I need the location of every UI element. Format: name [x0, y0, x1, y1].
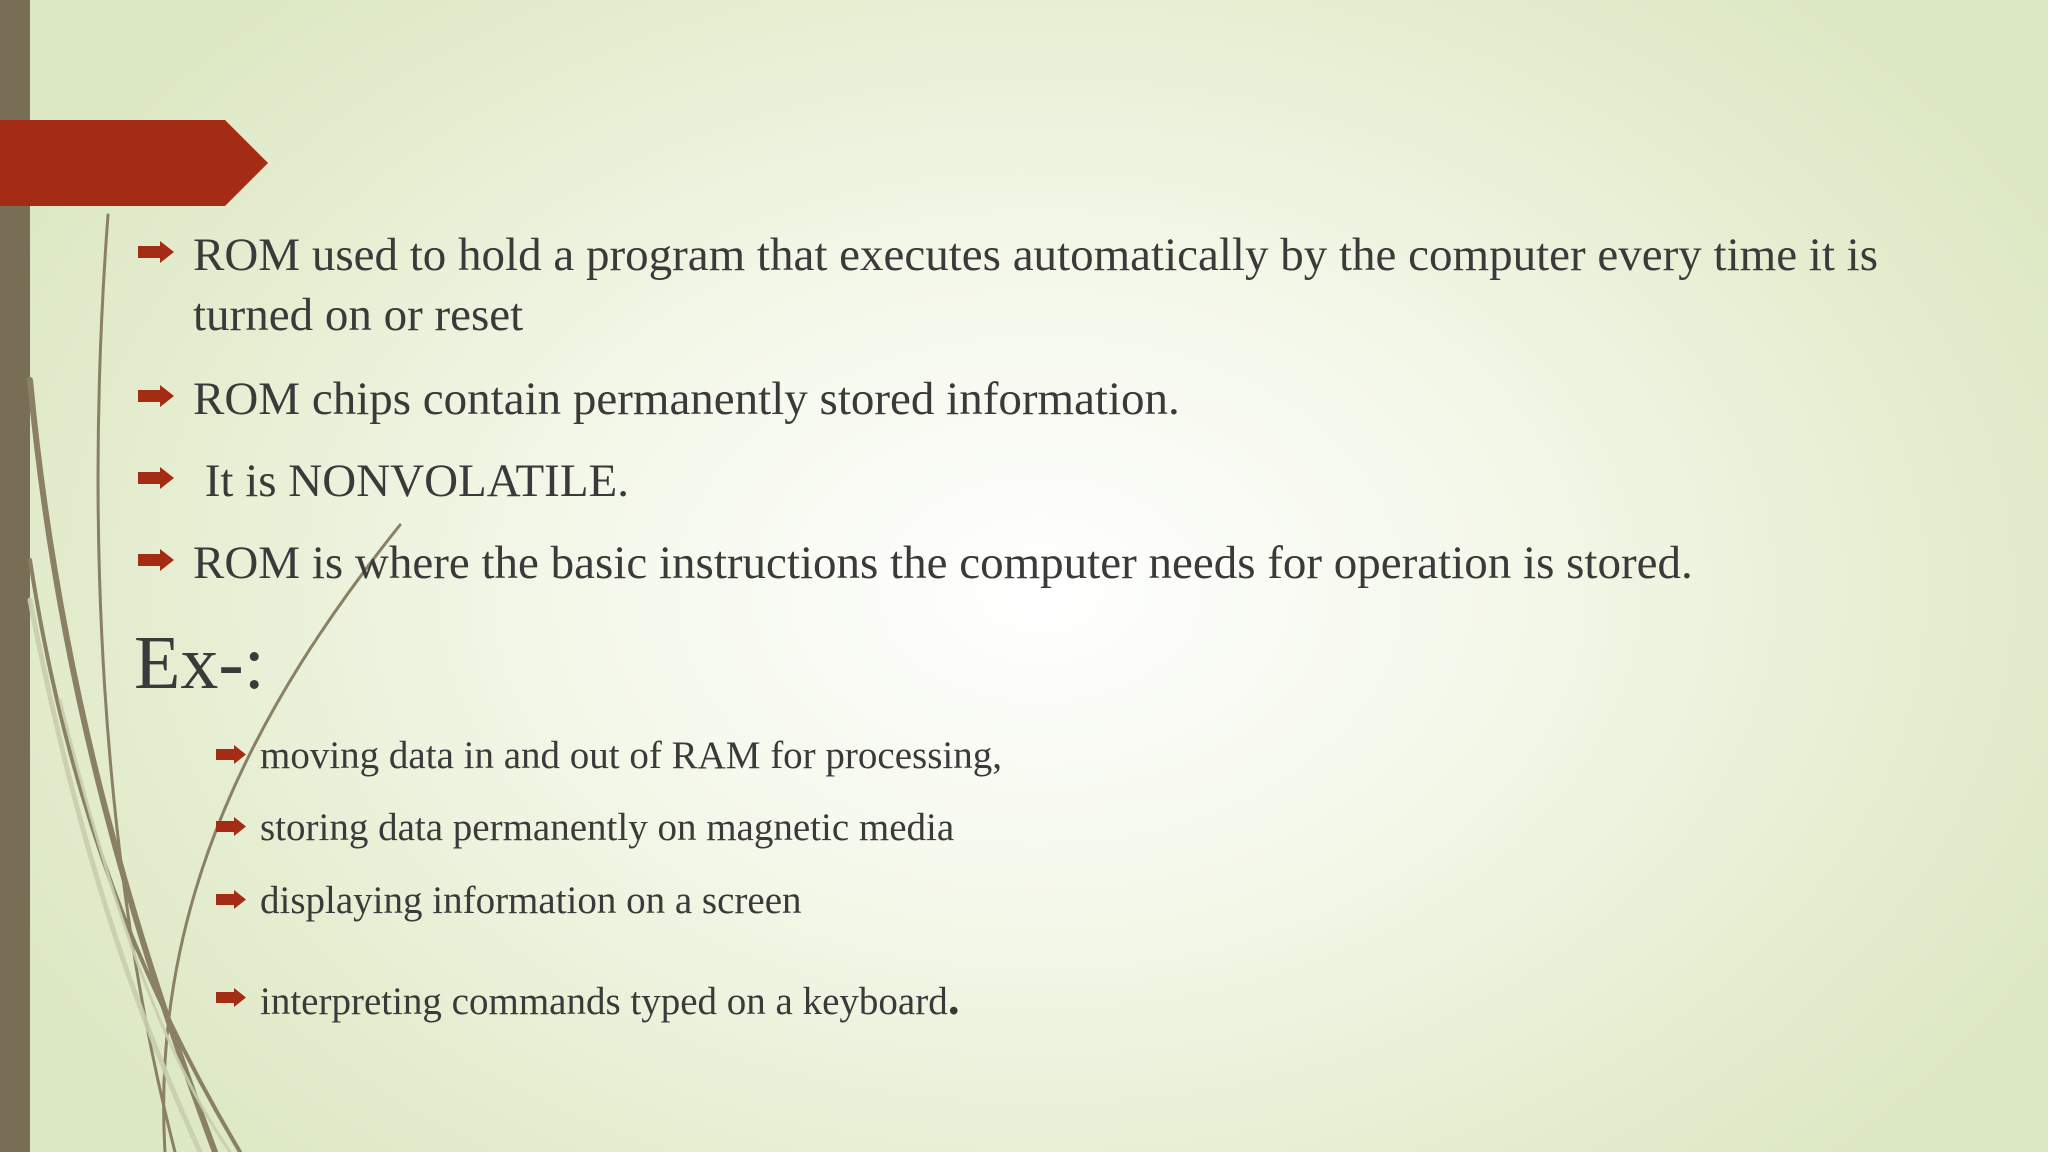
example-text: storing data permanently on magnetic media	[260, 806, 955, 849]
right-arrow-bullet-icon	[216, 988, 246, 1007]
right-arrow-bullet-icon	[138, 385, 174, 407]
bullet-text: ROM chips contain permanently stored information.	[193, 373, 1180, 425]
right-arrow-bullet-icon	[138, 467, 174, 489]
right-arrow-bullet-icon	[216, 745, 246, 764]
bullet-text: ROM is where the basic instructions the computer needs for operation is stored.	[193, 537, 1693, 589]
right-arrow-bullet-icon	[216, 817, 246, 836]
example-text-period: .	[947, 972, 960, 1025]
example-text	[260, 972, 1660, 1026]
example-heading: Ex-:	[134, 621, 265, 705]
right-arrow-bullet-icon	[138, 241, 174, 263]
example-text-main: interpreting commands typed on a keyboard	[260, 980, 948, 1023]
example-text: displaying information on a screen	[260, 879, 802, 922]
accent-tab	[0, 120, 268, 206]
bullet-text: ROM used to hold a program that executes automatically by the computer every time it is turned on or reset	[193, 229, 1879, 341]
example-text: moving data in and out of RAM for processing,	[260, 734, 1002, 777]
right-arrow-bullet-icon	[216, 890, 246, 909]
bullet-text: It is NONVOLATILE.	[193, 455, 629, 507]
right-arrow-bullet-icon	[138, 549, 174, 571]
